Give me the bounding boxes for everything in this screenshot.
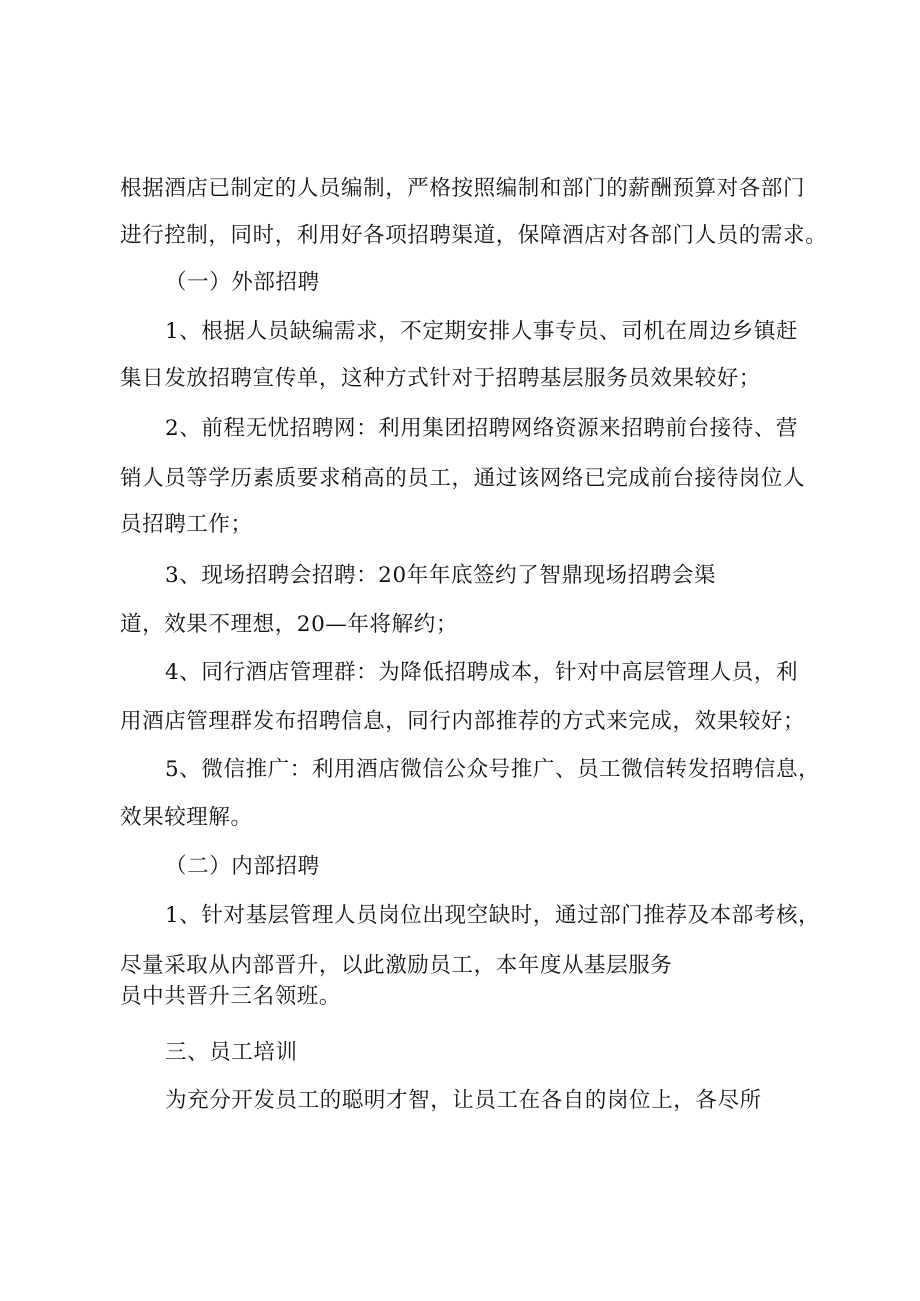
body-line-5: 集日发放招聘宣传单，这种方式针对于招聘基层服务员效果较好； [120, 366, 761, 391]
body-line-12: 用酒店管理群发布招聘信息，同行内部推荐的方式来完成，效果较好； [120, 709, 806, 734]
body-line-7: 销人员等学历素质要求稍高的员工，通过该网络已完成前台接待岗位人 [120, 466, 806, 491]
body-line-17: 尽量采取从内部晋升，以此激励员工，本年度从基层服务 [120, 953, 673, 978]
body-line-18: 员中共晋升三名领班。 [120, 984, 342, 1009]
section-heading-external-recruitment: （一）外部招聘 [165, 270, 320, 295]
body-line-8: 员招聘工作； [120, 512, 253, 537]
body-line-4: 1、根据人员缺编需求，不定期安排人事专员、司机在周边乡镇赶 [165, 319, 799, 344]
body-line-16: 1、针对基层管理人员岗位出现空缺时，通过部门推荐及本部考核， [165, 903, 821, 928]
body-line-2: 进行控制，同时，利用好各项招聘渠道，保障酒店对各部门人员的需求。 [120, 223, 828, 248]
body-line-1: 根据酒店已制定的人员编制，严格按照编制和部门的薪酬预算对各部门 [120, 176, 806, 201]
body-line-14: 效果较理解。 [120, 805, 253, 830]
body-line-20: 为充分开发员工的聪明才智，让员工在各自的岗位上，各尽所 [165, 1088, 762, 1113]
body-line-11: 4、同行酒店管理群：为降低招聘成本，针对中高层管理人员，利 [165, 660, 799, 685]
body-line-10: 道，效果不理想，20—年将解约； [120, 612, 458, 637]
section-heading-internal-recruitment: （二）内部招聘 [165, 854, 320, 879]
body-line-13: 5、微信推广：利用酒店微信公众号推广、员工微信转发招聘信息， [165, 757, 821, 782]
body-line-9: 3、现场招聘会招聘：20年年底签约了智鼎现场招聘会渠 [165, 563, 717, 588]
section-heading-employee-training: 三、员工培训 [165, 1040, 298, 1065]
body-line-6: 2、前程无忧招聘网：利用集团招聘网络资源来招聘前台接待、营 [165, 416, 799, 441]
